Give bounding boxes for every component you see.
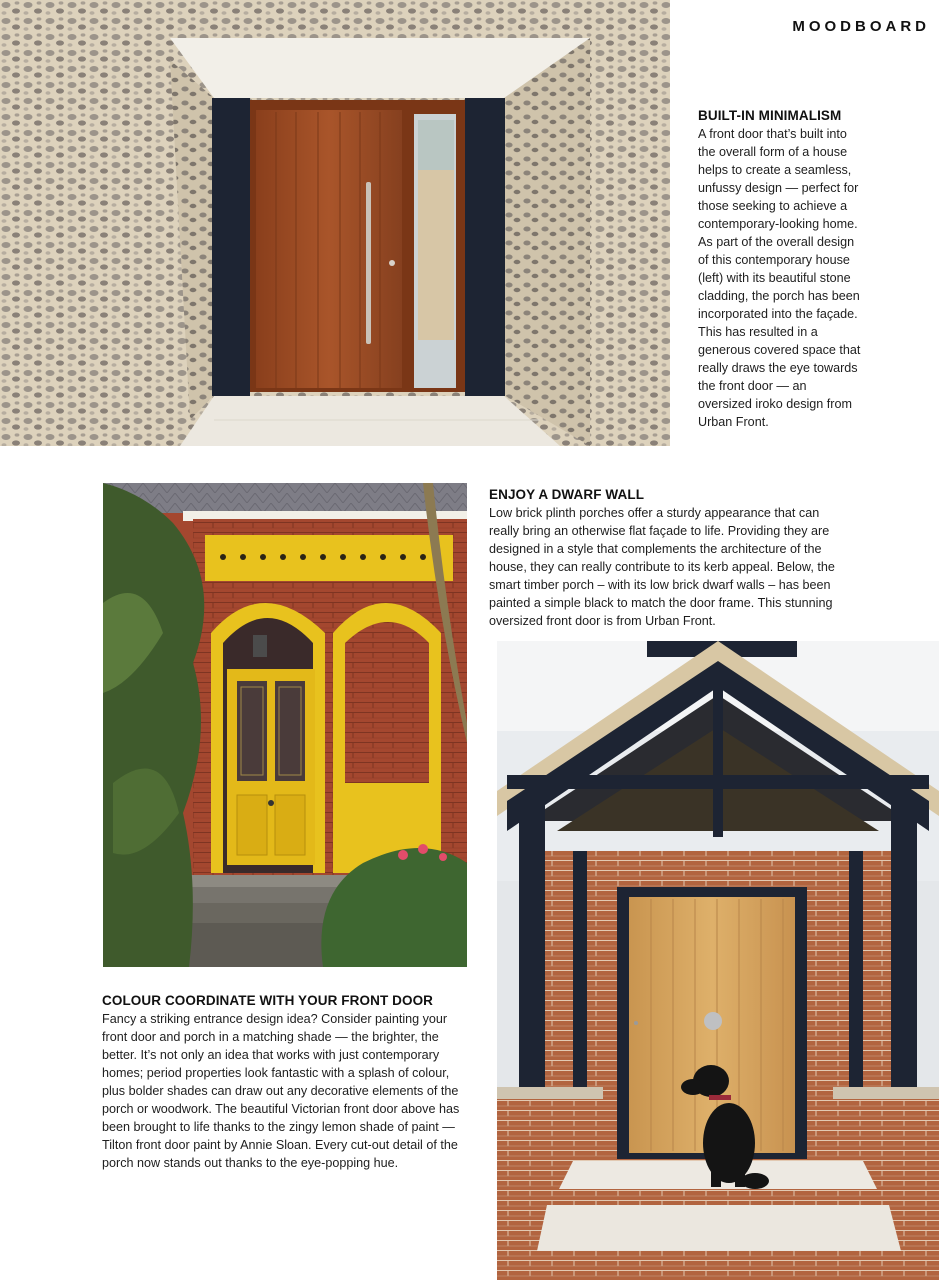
photo-timber-porch [497,641,939,1280]
section-dwarf-wall [489,487,849,630]
section-colour-coordinate [102,993,470,1172]
photo-flint-porch [0,0,670,446]
section-body: Fancy a striking entrance design idea? Consider painting your front door and porch in a matching shade — the brighter, the better. It’s not only an idea that works with just contemporary homes; period properties look fantastic with a splash of colour, plus bolder shades can draw out any decorative elements of the porch or woodwork. The beautiful Victorian front door above has been brought to life thanks to the zingy lemon shade of paint — Tilton front door paint by Annie Sloan. Every cut-out detail of the porch now stands out thanks to the eye-popping hue. [102,1012,460,1170]
section-heading: BUILT-IN MINIMALISM [698,108,842,123]
section-body: Low brick plinth porches offer a sturdy appearance that can really bring an otherwise flat façade to life. Providing they are designed in a style that complements the architecture of the house, they can really contribute to its kerb appeal. Below, the smart timber porch – with its low brick dwarf walls – has been painted a simple black to match the door frame. This stunning oversized front door is from Urban Front. [489,506,835,628]
section-built-in-minimalism [698,108,863,431]
section-body: A front door that’s built into the overall form of a house helps to create a seamless, unfussy design — perfect for those seeking to achieve a contemporary-looking home. As part of the overall design of this contemporary house (left) with its beautiful stone cladding, the porch has been incorporated into the façade. This has resulted in a generous covered space that really draws the eye towards the front door — an oversized iroko design from Urban Front. [698,127,861,429]
section-heading: ENJOY A DWARF WALL [489,487,645,502]
running-head: MOODBOARD [792,18,930,35]
section-heading: COLOUR COORDINATE WITH YOUR FRONT DOOR [102,993,434,1008]
photo-yellow-porch [103,483,467,967]
